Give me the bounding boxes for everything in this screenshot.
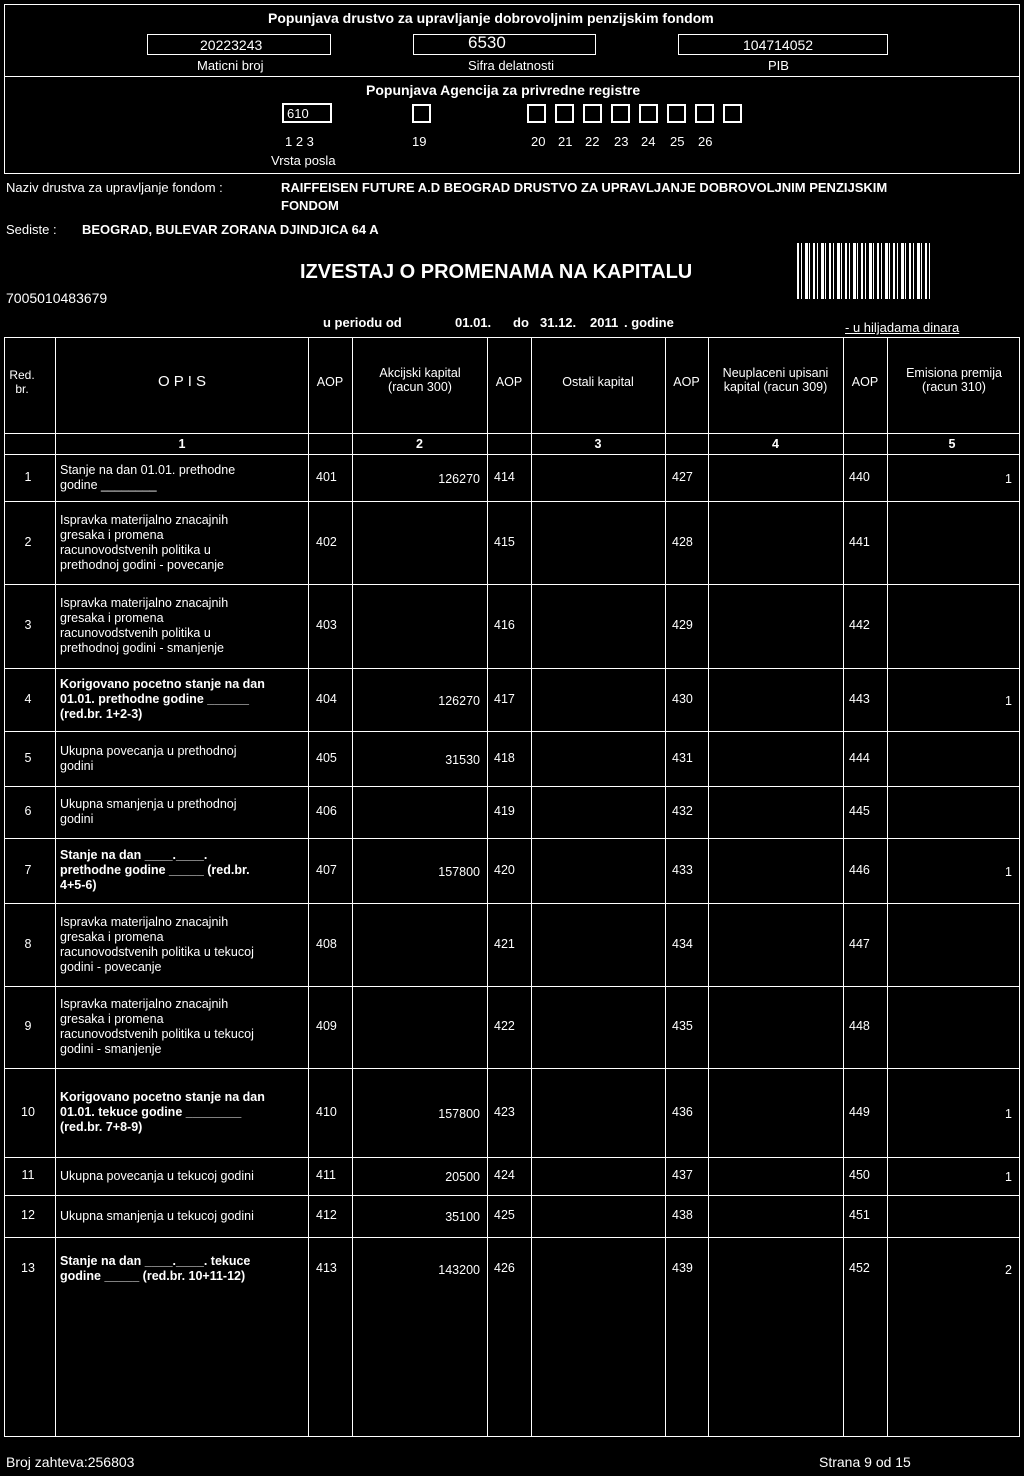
row-number: 8 xyxy=(24,936,32,951)
period-text: u periodu od xyxy=(323,315,402,330)
col-header-aop: AOP xyxy=(495,375,523,389)
aop-code: 442 xyxy=(849,618,870,632)
row-divider xyxy=(4,838,1020,839)
sifra-delatnosti-value: 6530 xyxy=(468,33,506,52)
vrsta-posla-value: 610 xyxy=(287,106,309,121)
entry-box-19[interactable] xyxy=(412,104,431,123)
pib-label: PIB xyxy=(768,58,789,73)
row-description: Ispravka materijalno znacajnih xyxy=(60,997,229,1011)
aop-code: 434 xyxy=(672,936,693,951)
row-description: prethodne godine _____ (red.br. xyxy=(60,863,250,877)
row-number: 5 xyxy=(24,750,32,765)
row-description: godini - smanjenje xyxy=(60,1042,162,1056)
row-description: 4+5-6) xyxy=(60,878,97,892)
aop-code: 426 xyxy=(494,1260,515,1275)
col-header-opis: O P I S xyxy=(157,373,207,390)
aop-code: 427 xyxy=(672,470,693,484)
pib-value: 104714052 xyxy=(743,37,814,53)
aop-code: 407 xyxy=(316,862,337,877)
col-number: 4 xyxy=(772,437,779,451)
aop-code: 420 xyxy=(494,862,515,877)
row-divider xyxy=(4,786,1020,787)
row-description: godini - povecanje xyxy=(60,959,162,974)
aop-code: 410 xyxy=(316,1104,337,1119)
col-header-akcijski-kapital: Akcijski kapital (racun 300) xyxy=(379,366,461,394)
aop-code: 425 xyxy=(494,1208,515,1222)
aop-code: 411 xyxy=(316,1168,336,1182)
entry-box-26[interactable] xyxy=(695,104,714,123)
aop-code: 449 xyxy=(849,1104,870,1119)
maticni-broj-label: Maticni broj xyxy=(197,58,264,73)
aop-code: 403 xyxy=(316,618,337,632)
col-divider xyxy=(531,337,532,1437)
row-description: (red.br. 7+8-9) xyxy=(60,1120,143,1134)
row-description: Ukupna smanjenja u tekucoj godini xyxy=(60,1208,254,1223)
akcijski-kapital-value: 20500 xyxy=(445,1170,480,1184)
aop-code: 413 xyxy=(316,1260,337,1275)
aop-code: 451 xyxy=(849,1208,870,1222)
akcijski-kapital-value: 126270 xyxy=(438,472,480,486)
row-number: 3 xyxy=(24,618,32,632)
col-header-ostali-kapital: Ostali kapital xyxy=(562,375,634,389)
col-divider xyxy=(665,337,666,1437)
row-description: godine _____ (red.br. 10+11-12) xyxy=(60,1268,246,1283)
row-divider xyxy=(4,1068,1020,1069)
col-divider xyxy=(708,337,709,1437)
aop-code: 440 xyxy=(849,470,870,484)
emisiona-premija-value: 1 xyxy=(1005,472,1012,486)
aop-code: 402 xyxy=(316,534,337,549)
akcijski-kapital-value: 157800 xyxy=(438,864,480,879)
col-number: 3 xyxy=(594,437,602,451)
aop-code: 406 xyxy=(316,804,337,818)
row-description: Stanje na dan 01.01. prethodne xyxy=(60,463,236,477)
colnum-row-divider xyxy=(4,454,1020,455)
col-header-aop: AOP xyxy=(851,375,879,389)
row-divider xyxy=(4,668,1020,669)
aop-code: 446 xyxy=(849,862,870,877)
col-header-aop: AOP xyxy=(316,375,344,389)
row-description: godine ________ xyxy=(60,478,157,492)
sediste-value: BEOGRAD, BULEVAR ZORANA DJINDJICA 64 A xyxy=(82,222,379,237)
row-number: 7 xyxy=(24,862,32,877)
barcode xyxy=(797,243,930,299)
report-code: 7005010483679 xyxy=(6,290,108,306)
aop-code: 428 xyxy=(672,534,693,549)
aop-code: 430 xyxy=(672,691,693,706)
entry-box-27[interactable] xyxy=(723,104,742,123)
row-description: Ispravka materijalno znacajnih xyxy=(60,914,229,929)
row-description: (red.br. 1+2-3) xyxy=(60,707,143,721)
row-description: Ukupna smanjenja u prethodnoj xyxy=(60,797,237,811)
row-description: racunovodstvenih politika u xyxy=(60,542,211,557)
box-number: 21 xyxy=(558,134,573,149)
entry-box-24[interactable] xyxy=(639,104,658,123)
row-description: racunovodstvenih politika u tekucoj xyxy=(60,944,254,959)
row-description: gresaka i promena xyxy=(60,1012,164,1026)
aop-code: 401 xyxy=(316,470,337,484)
period-godine: . godine xyxy=(624,315,674,330)
row-description: Stanje na dan ____.____. xyxy=(60,848,208,862)
row-description: Korigovano pocetno stanje na dan xyxy=(60,1090,265,1104)
aop-code: 452 xyxy=(849,1260,870,1275)
row-number: 6 xyxy=(24,804,32,818)
sifra-delatnosti-label: Sifra delatnosti xyxy=(468,58,554,73)
unit-note: - u hiljadama dinara xyxy=(845,320,960,335)
emisiona-premija-value: 1 xyxy=(1005,864,1012,879)
col-divider xyxy=(55,337,56,1437)
row-number: 13 xyxy=(21,1260,35,1275)
box-number: 25 xyxy=(670,134,685,149)
box-number: 19 xyxy=(412,134,427,149)
aop-code: 414 xyxy=(494,470,515,484)
row-description: racunovodstvenih politika u tekucoj xyxy=(60,1027,254,1041)
row-divider xyxy=(4,1195,1020,1196)
aop-code: 433 xyxy=(672,862,693,877)
aop-code: 432 xyxy=(672,804,693,818)
aop-code: 439 xyxy=(672,1260,693,1275)
naziv-line1: RAIFFEISEN FUTURE A.D BEOGRAD DRUSTVO ZA UPRAVLJANJE DOBROVOLJNIM PENZIJSKIM xyxy=(281,180,888,195)
col-divider xyxy=(352,337,353,1437)
box-number: 23 xyxy=(614,134,629,149)
period-from: 01.01. xyxy=(455,315,492,330)
aop-code: 405 xyxy=(316,750,337,765)
col-number: 1 xyxy=(178,437,186,451)
aop-code: 431 xyxy=(672,750,693,765)
sediste-label: Sediste : xyxy=(6,222,57,237)
row-description: godini xyxy=(60,758,94,773)
aop-code: 423 xyxy=(494,1104,515,1119)
aop-code: 408 xyxy=(316,936,337,951)
top-caption: Popunjava drustvo za upravljanje dobrovoljnim penzijskim fondom xyxy=(268,10,714,26)
aop-code: 448 xyxy=(849,1019,870,1033)
header-row-divider xyxy=(4,433,1020,434)
row-description: Ukupna povecanja u prethodnoj xyxy=(60,743,237,758)
aop-code: 412 xyxy=(316,1208,337,1222)
col-divider xyxy=(843,337,844,1437)
aop-code: 419 xyxy=(494,804,515,818)
col-number: 2 xyxy=(416,437,423,451)
row-divider xyxy=(4,1157,1020,1158)
broj-zahteva: Broj zahteva:256803 xyxy=(6,1454,135,1470)
emisiona-premija-value: 1 xyxy=(1005,1106,1012,1121)
akcijski-kapital-value: 35100 xyxy=(445,1210,480,1224)
aop-code: 443 xyxy=(849,691,870,706)
row-divider xyxy=(4,1237,1020,1238)
naziv-label: Naziv drustva za upravljanje fondom : xyxy=(6,180,223,195)
row-description: Ispravka materijalno znacajnih xyxy=(60,596,229,610)
aop-code: 437 xyxy=(672,1168,693,1182)
col-divider xyxy=(887,337,888,1437)
vrsta-posla-label: Vrsta posla xyxy=(271,153,336,168)
header-divider xyxy=(4,76,1020,77)
col-number: 5 xyxy=(948,437,956,451)
akcijski-kapital-value: 126270 xyxy=(438,693,480,708)
box-number: 20 xyxy=(531,134,546,149)
row-divider xyxy=(4,584,1020,585)
col-header-neuplaceni: Neuplaceni upisani kapital (racun 309) xyxy=(722,366,829,394)
aop-code: 404 xyxy=(316,691,337,706)
period-do: do xyxy=(513,315,529,330)
aop-code: 441 xyxy=(849,534,870,549)
row-description: gresaka i promena xyxy=(60,929,164,944)
entry-box-21[interactable] xyxy=(555,104,574,123)
col-header-red-br: Red. br. xyxy=(9,368,35,396)
row-number: 4 xyxy=(24,691,32,706)
aop-code: 417 xyxy=(494,691,515,706)
emisiona-premija-value: 1 xyxy=(1005,1170,1012,1184)
vrsta-posla-digits: 1 2 3 xyxy=(285,134,314,149)
row-description: Ukupna povecanja u tekucoj godini xyxy=(60,1168,254,1183)
akcijski-kapital-value: 31530 xyxy=(445,752,480,767)
maticni-broj-value: 20223243 xyxy=(200,37,263,53)
row-description: Korigovano pocetno stanje na dan xyxy=(60,677,265,691)
row-description: prethodnoj godini - povecanje xyxy=(60,557,225,572)
aop-code: 415 xyxy=(494,534,515,549)
row-description: Stanje na dan ____.____. tekuce xyxy=(60,1253,251,1268)
aop-code: 416 xyxy=(494,618,515,632)
aop-code: 435 xyxy=(672,1019,693,1033)
naziv-line2: FONDOM xyxy=(281,198,339,213)
row-description: godini xyxy=(60,812,94,826)
aop-code: 421 xyxy=(494,936,515,951)
page-number: Strana 9 od 15 xyxy=(819,1454,911,1470)
row-description: 01.01. tekuce godine ________ xyxy=(60,1105,242,1119)
box-number: 26 xyxy=(698,134,713,149)
period-year: 2011 xyxy=(590,315,619,330)
row-description: prethodnoj godini - smanjenje xyxy=(60,641,224,655)
box-number: 24 xyxy=(641,134,656,149)
row-divider xyxy=(4,731,1020,732)
akcijski-kapital-value: 157800 xyxy=(438,1106,480,1121)
col-divider xyxy=(487,337,488,1437)
row-description: Ispravka materijalno znacajnih xyxy=(60,512,229,527)
emisiona-premija-value: 1 xyxy=(1005,693,1012,708)
box-number: 22 xyxy=(585,134,600,149)
entry-box-22[interactable] xyxy=(583,104,602,123)
aop-code: 444 xyxy=(849,750,870,765)
aop-code: 445 xyxy=(849,804,870,818)
agencija-caption: Popunjava Agencija za privredne registre xyxy=(366,82,641,98)
col-header-emisiona-premija: Emisiona premija (racun 310) xyxy=(906,366,1002,394)
row-number: 10 xyxy=(21,1104,35,1119)
row-description: gresaka i promena xyxy=(60,527,164,542)
entry-box-25[interactable] xyxy=(667,104,686,123)
row-divider xyxy=(4,986,1020,987)
row-description: 01.01. prethodne godine ______ xyxy=(60,692,249,706)
period-to: 31.12. xyxy=(540,315,577,330)
entry-box-23[interactable] xyxy=(611,104,630,123)
aop-code: 447 xyxy=(849,936,870,951)
row-divider xyxy=(4,903,1020,904)
row-number: 2 xyxy=(24,534,32,549)
akcijski-kapital-value: 143200 xyxy=(438,1262,480,1277)
report-title: IZVESTAJ O PROMENAMA NA KAPITALU xyxy=(300,261,693,283)
col-header-aop: AOP xyxy=(673,375,700,389)
row-number: 1 xyxy=(24,470,32,484)
row-number: 12 xyxy=(21,1208,35,1222)
aop-code: 409 xyxy=(316,1019,337,1033)
emisiona-premija-value: 2 xyxy=(1005,1262,1012,1277)
row-description: gresaka i promena xyxy=(60,611,164,625)
row-divider xyxy=(4,501,1020,502)
row-number: 11 xyxy=(21,1168,35,1182)
aop-code: 424 xyxy=(494,1168,515,1182)
row-description: racunovodstvenih politika u xyxy=(60,626,211,640)
row-number: 9 xyxy=(24,1019,32,1033)
aop-code: 436 xyxy=(672,1104,693,1119)
aop-code: 429 xyxy=(672,618,693,632)
aop-code: 438 xyxy=(672,1208,693,1222)
aop-code: 450 xyxy=(849,1168,870,1182)
entry-box-20[interactable] xyxy=(527,104,546,123)
aop-code: 418 xyxy=(494,750,515,765)
aop-code: 422 xyxy=(494,1019,515,1033)
